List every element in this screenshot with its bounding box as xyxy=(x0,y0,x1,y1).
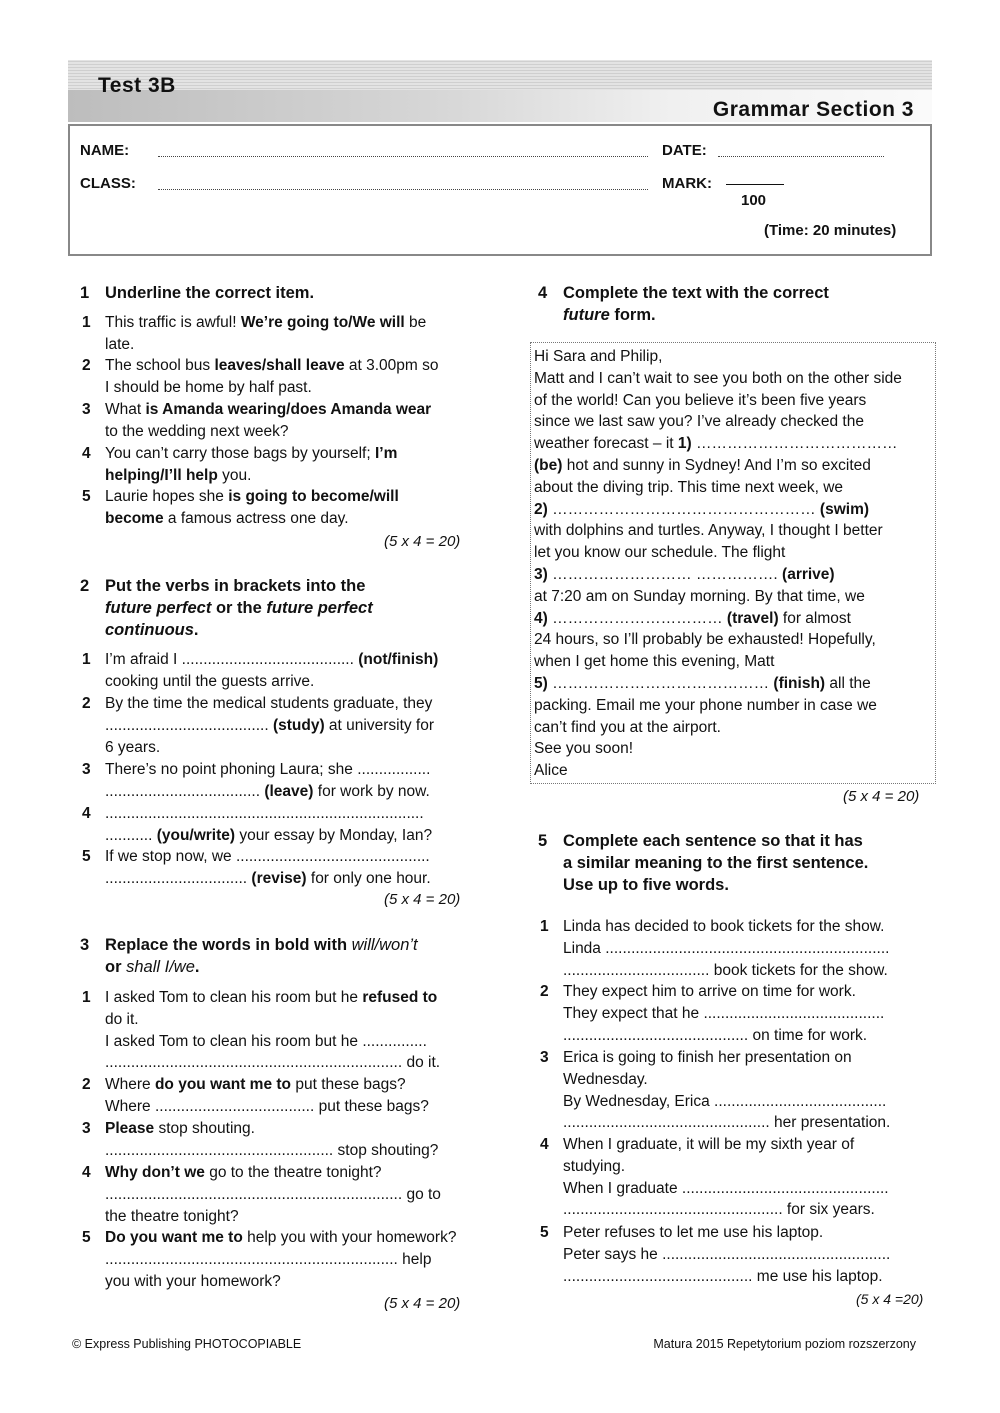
date-field[interactable] xyxy=(718,156,884,157)
q2-verb: (study) xyxy=(272,716,325,734)
letter-text: let you know our schedule. The flight xyxy=(534,544,786,562)
q1-item-number: 4 xyxy=(82,445,91,462)
q1-option-pair: helping/I’ll help xyxy=(105,466,218,484)
q3-text: the theatre tonight? xyxy=(105,1207,239,1225)
q5-text: They expect him to arrive on time for work. xyxy=(563,983,856,1000)
q5-number: 5 xyxy=(538,832,548,850)
q1-item-number: 3 xyxy=(82,401,91,418)
letter-line xyxy=(534,629,876,651)
q2-text: cooking until the guests arrive. xyxy=(105,672,315,690)
q2-text: ........... xyxy=(105,826,157,844)
q5-item-line xyxy=(563,1069,648,1091)
q5-item-line xyxy=(563,1222,823,1244)
letter-text: ……………………… ……………. xyxy=(547,566,783,583)
q1-text: be xyxy=(404,314,427,331)
letter-line xyxy=(534,586,865,608)
name-label: NAME: xyxy=(80,142,130,159)
q1-score: (5 x 4 = 20) xyxy=(384,533,461,550)
letter-text: when I get home this evening, Matt xyxy=(534,653,775,671)
footer-copyright: © Express Publishing PHOTOCOPIABLE xyxy=(72,1337,302,1351)
q2-score: (5 x 4 = 20) xyxy=(384,891,461,908)
q3-text: go to the theatre tonight? xyxy=(204,1164,382,1181)
q3-bold-phrase: Please xyxy=(105,1120,155,1137)
q1-option-pair: is going to become/will xyxy=(228,488,399,505)
q5-item-line xyxy=(563,1156,625,1178)
q2-text: There’s no point phoning Laura; she ................. xyxy=(105,761,431,778)
letter-text: …………………………… xyxy=(547,609,727,627)
q4-instruction-end: form. xyxy=(609,306,656,324)
q5-instruction-l2: a similar meaning to the first sentence. xyxy=(563,854,869,872)
q3-heading xyxy=(80,934,500,978)
q5-item-line xyxy=(563,960,888,982)
q2-item-line xyxy=(105,846,430,868)
q5-text: When I graduate, it will be my sixth year of xyxy=(563,1136,855,1153)
q3-text: ..................................................................... go to xyxy=(105,1185,441,1203)
q2-item-line xyxy=(105,671,314,693)
mark-total: 100 xyxy=(741,192,767,209)
q5-text: By Wednesday, Erica ........................................ xyxy=(563,1092,887,1110)
q2-instruction-tense1: future perfect xyxy=(105,599,212,617)
q1-option-pair: I’m xyxy=(374,445,398,462)
q5-item-line xyxy=(563,1091,886,1113)
q2-item-line xyxy=(105,868,431,890)
gap-number: 4) xyxy=(534,609,548,627)
q5-item-line xyxy=(563,1003,884,1025)
q3-item-number: 5 xyxy=(82,1229,91,1246)
letter-line xyxy=(534,608,851,630)
q5-item-number: 5 xyxy=(540,1224,549,1241)
gap-verb: (travel) xyxy=(726,609,779,627)
letter-text: See you soon! xyxy=(534,740,634,758)
letter-line xyxy=(534,738,633,760)
q3-bold-phrase: do you want me to xyxy=(154,1076,292,1093)
gap-number: 5) xyxy=(534,675,548,692)
letter-text: Hi Sara and Philip, xyxy=(534,348,663,365)
letter-line xyxy=(534,368,902,390)
q2-text: for only one hour. xyxy=(306,869,431,887)
q1-option-pair: is Amanda wearing/does Amanda wear xyxy=(145,401,432,418)
q5-item-line xyxy=(563,1178,889,1200)
date-label: DATE: xyxy=(662,142,707,159)
q2-text: I’m afraid I ........................................ xyxy=(105,651,359,668)
q3-text: Where xyxy=(105,1076,155,1093)
name-field[interactable] xyxy=(158,156,648,157)
q5-item-line xyxy=(563,1047,852,1069)
q3-item-line xyxy=(105,1009,139,1031)
letter-line xyxy=(534,695,877,717)
q1-item-number: 1 xyxy=(82,314,91,331)
q3-item-line xyxy=(105,987,437,1009)
q1-text: at 3.00pm so xyxy=(344,357,439,374)
letter-line xyxy=(534,499,869,521)
gap-verb: (swim) xyxy=(819,500,870,518)
q3-bold-phrase: Why don’t we xyxy=(105,1164,205,1181)
q3-item-line xyxy=(105,1271,281,1293)
letter-text: with dolphins and turtles. Anyway, I thought I better xyxy=(534,522,883,540)
q5-text: Linda has decided to book tickets for the show. xyxy=(563,918,885,935)
q5-score: (5 x 4 =20) xyxy=(856,1291,924,1307)
letter-line xyxy=(534,455,871,477)
q2-text: By the time the medical students graduate, they xyxy=(105,695,433,712)
q2-item-number: 5 xyxy=(82,848,91,865)
q5-item-line xyxy=(563,1025,867,1047)
q1-item-line xyxy=(105,508,349,530)
q3-text: you with your homework? xyxy=(105,1272,281,1290)
q2-text: ................................. xyxy=(105,869,252,887)
mark-fraction-bar xyxy=(726,184,784,185)
q5-instruction-l3: Use up to five words. xyxy=(563,876,729,894)
q1-item-line xyxy=(105,355,439,377)
q3-text: stop shouting. xyxy=(154,1120,255,1137)
time-limit: (Time: 20 minutes) xyxy=(764,222,897,239)
q3-item-number: 2 xyxy=(82,1076,91,1093)
q3-instruction-end: . xyxy=(194,958,200,976)
q5-text: Peter refuses to let me use his laptop. xyxy=(563,1224,824,1241)
q5-item-number: 4 xyxy=(540,1136,549,1153)
letter-text: at 7:20 am on Sunday morning. By that time, we xyxy=(534,587,865,605)
q1-item-number: 2 xyxy=(82,357,91,374)
q3-item-number: 1 xyxy=(82,989,91,1006)
q2-item-line xyxy=(105,715,434,737)
q1-item-line xyxy=(105,443,397,465)
q5-text: Peter says he ..................................................... xyxy=(563,1245,891,1263)
letter-text: hot and sunny in Sydney! And I’m so excited xyxy=(562,457,871,474)
q3-bold-phrase: refused to xyxy=(362,989,438,1006)
q5-item-line xyxy=(563,1266,883,1288)
q5-text: When I graduate ................................................ xyxy=(563,1179,889,1197)
q1-option-pair: leaves/shall leave xyxy=(214,357,345,374)
q3-item-line xyxy=(105,1074,406,1096)
q3-text: I asked Tom to clean his room but he xyxy=(105,989,363,1006)
q2-number: 2 xyxy=(80,577,90,595)
q3-text: do it. xyxy=(105,1010,139,1028)
q3-item-line xyxy=(105,1031,427,1053)
q2-item-line xyxy=(105,803,424,825)
letter-text: for almost xyxy=(778,609,851,627)
q3-item-number: 4 xyxy=(82,1164,91,1181)
q2-text: .......................................................................... xyxy=(105,805,424,822)
letter-line xyxy=(534,390,866,412)
q5-text: ........................................... on time for work. xyxy=(563,1026,868,1044)
q5-item-number: 3 xyxy=(540,1049,549,1066)
letter-text: packing. Email me your phone number in case we xyxy=(534,696,877,714)
q5-item-line xyxy=(563,1134,854,1156)
q1-text: What xyxy=(105,401,146,418)
letter-text: Matt and I can’t wait to see you both on the other side xyxy=(534,369,902,387)
q3-text: ..................................................... stop shouting? xyxy=(105,1141,439,1159)
q3-text: ..................................................................... do it. xyxy=(105,1054,441,1072)
q1-item-line xyxy=(105,399,431,421)
q5-item-number: 1 xyxy=(540,918,549,935)
q5-item-line xyxy=(563,1244,890,1266)
letter-text: ………………………………… xyxy=(691,435,898,453)
q4-instruction-future: future xyxy=(563,306,610,324)
letter-text: since we last saw you? I’ve already checked the xyxy=(534,413,864,431)
letter-text: weather forecast – it xyxy=(534,435,678,453)
q1-item-line xyxy=(105,421,289,443)
letter-line xyxy=(534,520,883,542)
q2-text: ...................................... xyxy=(105,716,273,734)
q3-instruction-a: Replace the words in bold with xyxy=(105,936,352,954)
q1-item-line xyxy=(105,377,312,399)
q3-text: help you with your homework? xyxy=(242,1229,457,1246)
q5-item-number: 2 xyxy=(540,983,549,1000)
q1-item-line xyxy=(105,334,134,356)
q3-item-number: 3 xyxy=(82,1120,91,1137)
q2-verb: (leave) xyxy=(264,782,314,800)
q2-text: your essay by Monday, Ian? xyxy=(235,826,433,844)
letter-text: …………………………………… xyxy=(547,675,774,692)
q1-option-pair: become xyxy=(105,509,164,527)
q5-text: Wednesday. xyxy=(563,1070,648,1088)
q3-instruction-shall: shall I/we xyxy=(126,958,195,976)
q2-heading xyxy=(80,575,500,641)
q5-text: .................................. book tickets for the show. xyxy=(563,961,888,979)
letter-line xyxy=(534,651,774,673)
mark-label: MARK: xyxy=(662,175,712,192)
letter-line xyxy=(534,760,568,782)
footer-book-title: Matura 2015 Repetytorium poziom rozszerzony xyxy=(653,1337,916,1351)
q2-item-line xyxy=(105,759,430,781)
q1-text: The school bus xyxy=(105,357,215,374)
q3-item-line xyxy=(105,1184,441,1206)
letter-text: …………………………………………… xyxy=(547,500,820,518)
q3-item-line xyxy=(105,1096,429,1118)
q2-instruction-end: . xyxy=(193,621,199,639)
q2-verb: (you/write) xyxy=(156,826,236,844)
q5-item-line xyxy=(563,1199,875,1221)
q5-instruction-l1: Complete each sentence so that it has xyxy=(563,832,863,850)
q2-item-line xyxy=(105,781,430,803)
q1-option-pair: We’re going to/We will xyxy=(240,314,405,331)
q2-text: 6 years. xyxy=(105,738,161,756)
gap-number: 1) xyxy=(677,435,692,453)
letter-line xyxy=(534,717,721,739)
q2-item-line xyxy=(105,737,160,759)
q2-item-line xyxy=(105,825,432,847)
q3-bold-phrase: Do you want me to xyxy=(105,1229,243,1246)
q2-text: at university for xyxy=(324,716,435,734)
letter-text: all the xyxy=(825,675,871,692)
q4-number: 4 xyxy=(538,284,548,302)
q3-text: Where ..................................... put these bags? xyxy=(105,1097,429,1115)
q3-item-line xyxy=(105,1249,431,1271)
q1-item-line xyxy=(105,486,399,508)
q1-text: You can’t carry those bags by yourself; xyxy=(105,445,375,462)
gap-verb: (arrive) xyxy=(782,566,835,583)
gap-verb: (finish) xyxy=(773,675,826,692)
q2-instruction-a: Put the verbs in brackets into the xyxy=(105,577,366,595)
q1-text: you. xyxy=(217,466,252,484)
gap-number: 2) xyxy=(534,500,548,518)
q1-text: This traffic is awful! xyxy=(105,314,241,331)
q2-instruction-or: or the xyxy=(211,599,267,617)
q2-item-number: 4 xyxy=(82,805,91,822)
letter-text: of the world! Can you believe it’s been five years xyxy=(534,391,867,409)
letter-text: 24 hours, so I’ll probably be exhausted! Hopefully, xyxy=(534,631,876,649)
q5-item-line xyxy=(563,938,889,960)
q5-item-line xyxy=(563,1112,890,1134)
letter-line xyxy=(534,564,835,586)
q2-item-number: 2 xyxy=(82,695,91,712)
q3-instruction-or: or xyxy=(105,958,127,976)
q2-item-number: 3 xyxy=(82,761,91,778)
q5-text: Erica is going to finish her presentation on xyxy=(563,1049,852,1066)
q1-instruction: Underline the correct item. xyxy=(105,284,315,302)
letter-line xyxy=(534,411,864,433)
q1-text: to the wedding next week? xyxy=(105,422,289,440)
q5-item-line xyxy=(563,981,856,1003)
q2-item-number: 1 xyxy=(82,651,91,668)
q1-text: I should be home by half past. xyxy=(105,378,312,396)
q3-text: I asked Tom to clean his room but he ............... xyxy=(105,1032,427,1050)
q2-text: .................................... xyxy=(105,782,265,800)
section-title: Grammar Section 3 xyxy=(712,98,914,121)
gap-number: 3) xyxy=(534,566,548,583)
q5-text: They expect that he .......................................... xyxy=(563,1004,885,1022)
q5-item-line xyxy=(563,916,884,938)
q3-instruction-will: will/won’t xyxy=(351,936,418,954)
class-field[interactable] xyxy=(158,189,648,190)
q5-text: studying. xyxy=(563,1157,626,1175)
letter-text: can’t find you at the airport. xyxy=(534,718,721,736)
q5-text: ................................................ her presentation. xyxy=(563,1114,891,1132)
q4-score: (5 x 4 = 20) xyxy=(843,788,920,805)
q4-instruction-a: Complete the text with the correct xyxy=(563,284,829,302)
q1-text: Laurie hopes she xyxy=(105,488,229,505)
q5-heading xyxy=(538,830,938,896)
gap-number: (be) xyxy=(534,457,563,474)
q1-item-line xyxy=(105,312,426,334)
q2-verb: (not/finish) xyxy=(358,651,439,668)
q2-text: for work by now. xyxy=(313,782,430,800)
q2-item-line xyxy=(105,693,432,715)
q5-text: ................................................... for six years. xyxy=(563,1201,875,1219)
q3-item-line xyxy=(105,1052,440,1074)
letter-text: Alice xyxy=(534,762,568,780)
q3-item-line xyxy=(105,1206,239,1228)
class-label: CLASS: xyxy=(80,175,136,192)
q2-text: If we stop now, we ............................................. xyxy=(105,848,430,865)
q1-item-line xyxy=(105,465,251,487)
q3-item-line xyxy=(105,1227,456,1249)
letter-line xyxy=(534,433,897,455)
q2-instruction-tense2b: continuous xyxy=(105,621,194,639)
test-title: Test 3B xyxy=(98,74,176,97)
q1-item-number: 5 xyxy=(82,488,91,505)
letter-line xyxy=(534,673,871,695)
q1-heading xyxy=(80,282,480,304)
q3-number: 3 xyxy=(80,936,90,954)
q1-text: late. xyxy=(105,335,135,353)
letter-line xyxy=(534,477,843,499)
letter-text: about the diving trip. This time next week, we xyxy=(534,478,844,496)
letter-line xyxy=(534,346,662,368)
q3-text: .................................................................... help xyxy=(105,1250,432,1268)
q2-item-line xyxy=(105,649,438,671)
q1-number: 1 xyxy=(80,284,90,302)
q5-text: Linda .................................................................. xyxy=(563,939,890,957)
letter-line xyxy=(534,542,785,564)
q3-item-line xyxy=(105,1140,438,1162)
q4-heading xyxy=(538,282,938,326)
q5-text: ............................................ me use his laptop. xyxy=(563,1267,883,1285)
q1-text: a famous actress one day. xyxy=(163,509,349,527)
q2-verb: (revise) xyxy=(251,869,307,887)
q3-item-line xyxy=(105,1162,382,1184)
q3-item-line xyxy=(105,1118,255,1140)
q3-text: put these bags? xyxy=(291,1076,406,1093)
q2-instruction-tense2: future perfect xyxy=(266,599,373,617)
q3-score: (5 x 4 = 20) xyxy=(384,1295,461,1312)
